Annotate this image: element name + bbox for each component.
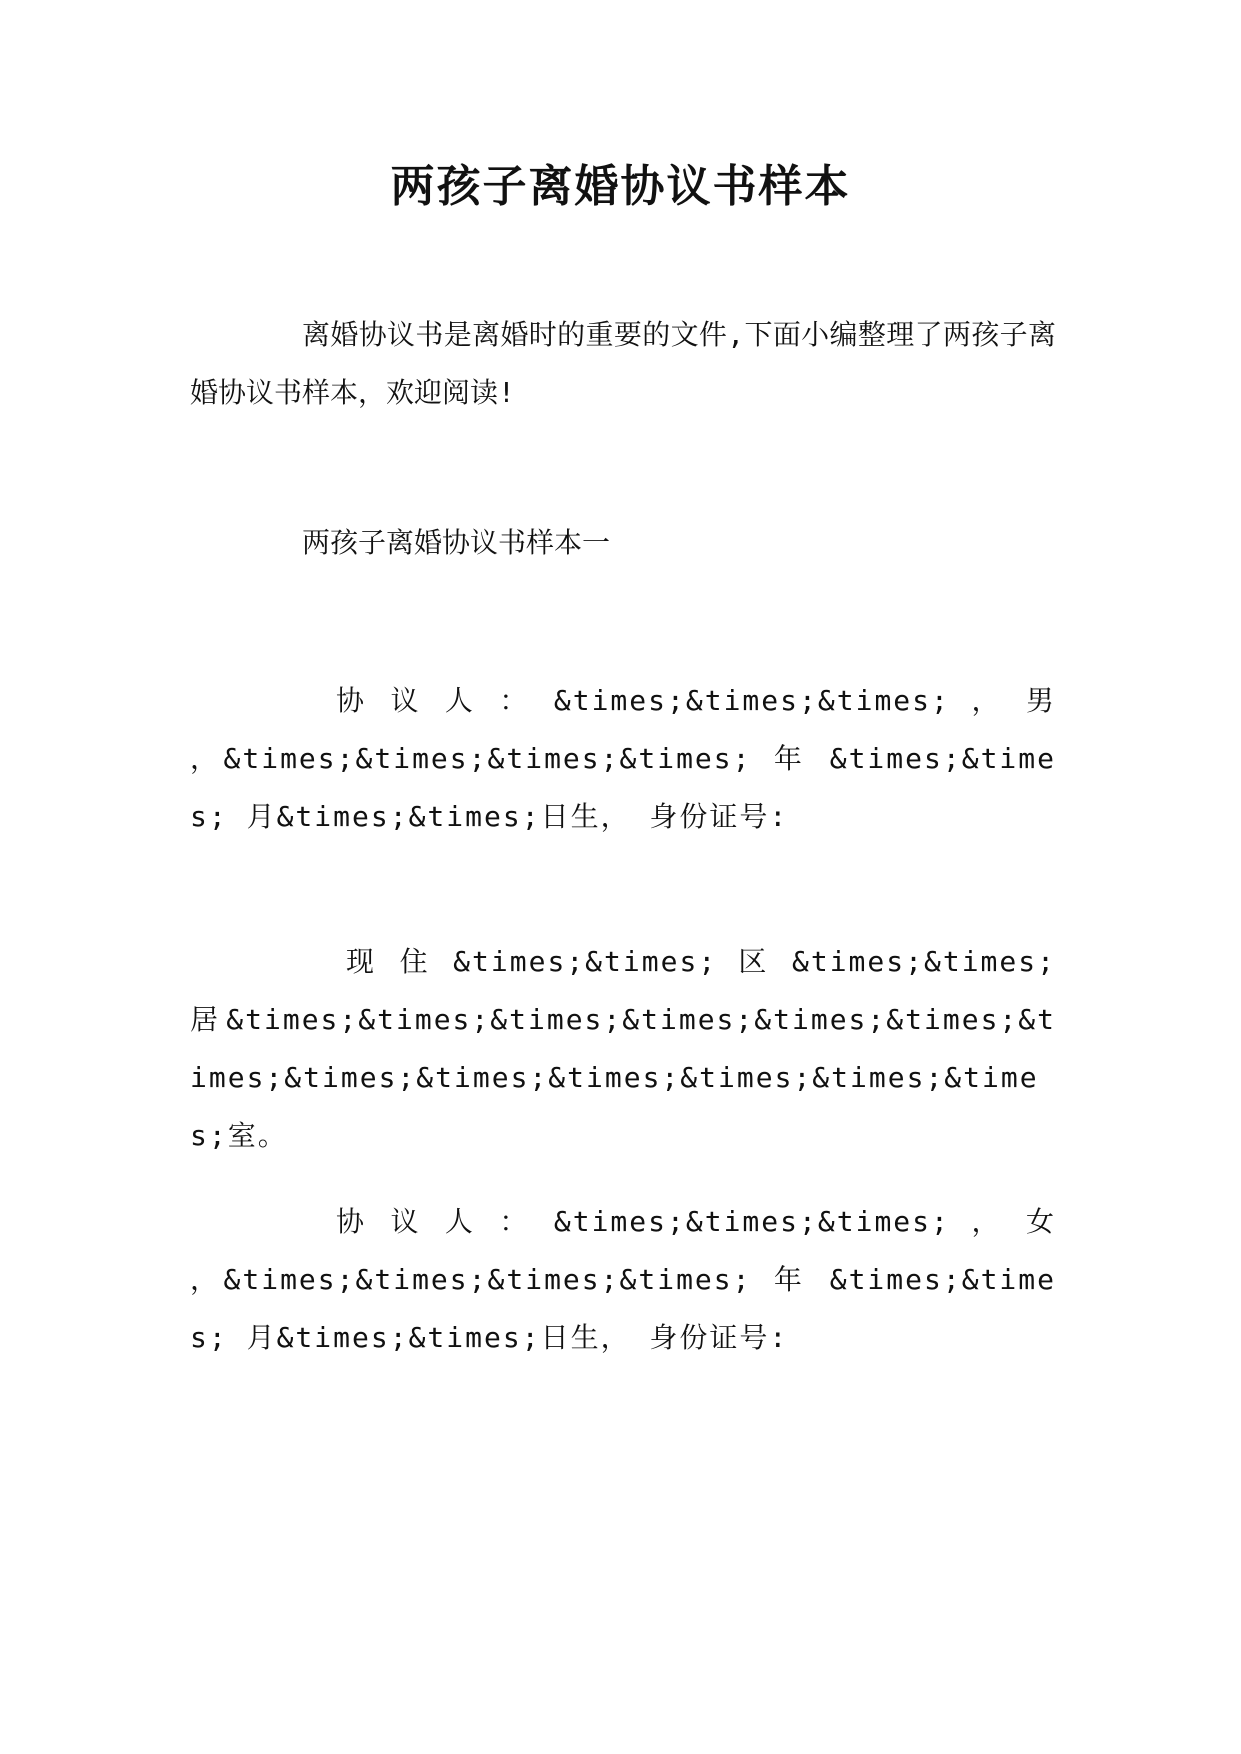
party-female-paragraph: 协 议 人 ： &times;&times;&times; ， 女 ，&times;&times;&times;&times; 年 &times;&times; 月&times;&times;日生， 身份证号: (190, 1205, 1056, 1354)
section-heading: 两孩子离婚协议书样本一 (302, 526, 611, 559)
party-male-paragraph: 协 议 人 ： &times;&times;&times; ， 男 ，&times;&times;&times;&times; 年 &times;&times; 月&times;&times;日生， 身份证号: (190, 684, 1056, 833)
intro-paragraph: 离婚协议书是离婚时的重要的文件,下面小编整理了两孩子离婚协议书样本，欢迎阅读! (190, 318, 1056, 409)
document-title: 两孩子离婚协议书样本 (390, 161, 851, 212)
address-paragraph: 现 住 &times;&times; 区 &times;&times; 居&times;&times;&times;&times;&times;&times;&times;&times;&times;&times;&times;&times;&times;室。 (190, 945, 1056, 1152)
